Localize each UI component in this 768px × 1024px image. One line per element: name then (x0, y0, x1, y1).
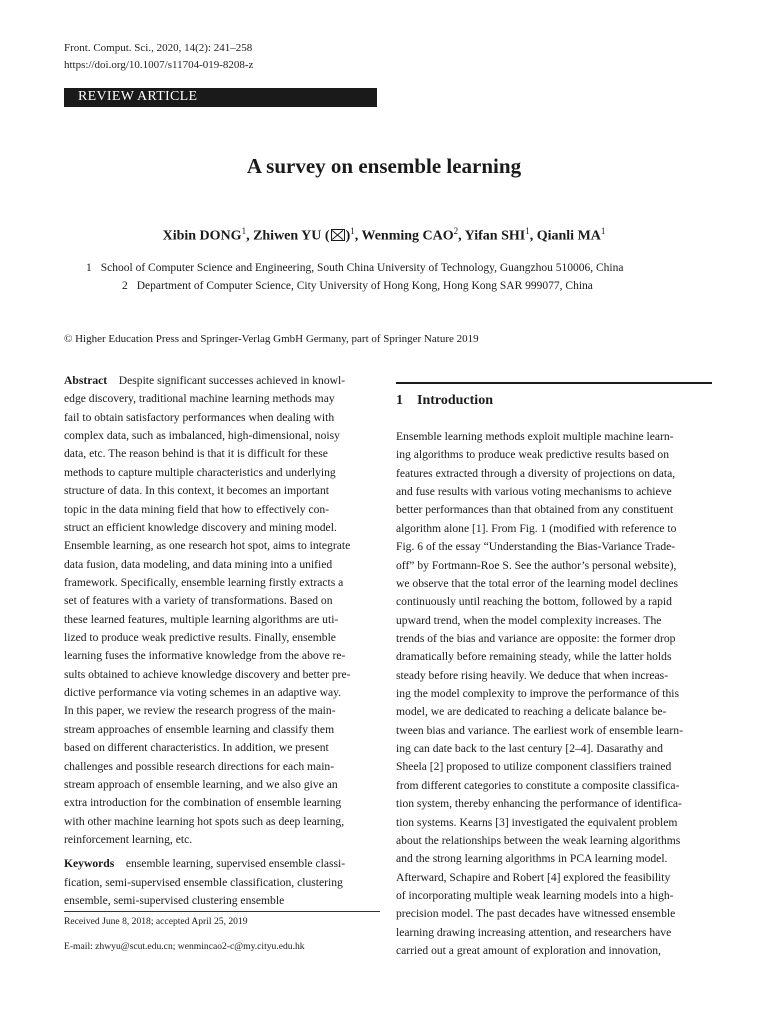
text-line: stream approaches of ensemble learning and classify them (64, 722, 335, 736)
text-line: and fuse results with various voting mechanisms to achieve (396, 485, 672, 499)
text-line: tion systems. Kearns [3] investigated the equivalent problem (396, 815, 678, 829)
keywords-line: ensemble, semi-supervised clustering ensemble (64, 894, 285, 908)
text-line: topic in the data mining field that how to effectively con- (64, 502, 330, 516)
text-line: tion system, thereby enhancing the performance of identifica- (396, 797, 682, 811)
abstract-first-line (64, 372, 380, 390)
text-line: features extracted through a diversity of projections on data, (396, 466, 676, 480)
text-line: tween bias and variance. The earliest work of ensemble learn- (396, 723, 683, 737)
text-line: methods to capture multiple characteristics and underlying (64, 465, 336, 479)
text-line: lized to produce weak predictive results. Finally, ensemble (64, 631, 336, 645)
text-line: off” by Fortmann-Roe S. See the author’s personal website), (396, 558, 677, 572)
abstract-line: Despite significant successes achieved in knowl- (118, 374, 346, 387)
footnote-separator (64, 911, 380, 912)
text-line: dramatically before remaining steady, while the latter holds (396, 650, 672, 664)
abstract-section (64, 372, 380, 910)
text-line: structure of data. In this context, it becomes an important (64, 484, 329, 498)
text-line: set of features with a variety of transformations. Based on (64, 594, 333, 608)
abstract-label: Abstract (64, 374, 108, 387)
text-line: model, we are dedicated to reaching a delicate balance be- (396, 705, 667, 719)
article-type-label: REVIEW ARTICLE (78, 89, 198, 104)
affiliation-marker: 2 (453, 226, 459, 236)
journal-citation: Front. Comput. Sci., 2020, 14(2): 241–258 (64, 42, 253, 54)
text-line: based on different characteristics. In addition, we present (64, 741, 329, 755)
text-line: continuously until reaching the bottom, followed by a rapid (396, 595, 672, 609)
section-number: 1 (396, 393, 403, 408)
text-line: Ensemble learning methods exploit multiple machine learn- (396, 430, 674, 443)
text-line: upward trend, when the model complexity increases. The (396, 613, 662, 627)
text-line: steady before rising heavily. We deduce that when increas- (396, 668, 669, 682)
text-line: ing the model complexity to improve the performance of this (396, 687, 680, 701)
text-line: Sheela [2] proposed to utilize component classifiers trained (396, 760, 672, 774)
text-line: Afterward, Schapire and Robert [4] explored the feasibility (396, 870, 671, 884)
contact-email[interactable]: E-mail: zhwyu@scut.edu.cn; wenmincao2-c@my.cityu.edu.hk (64, 941, 305, 952)
text-line: Fig. 6 of the essay “Understanding the Bias-Variance Trade- (396, 540, 676, 554)
text-line: better performances than that obtained from any constituent (396, 503, 674, 517)
text-line: ing can date back to the last century [2–4]. Dasarathy and (396, 742, 663, 756)
author-name: Wenming CAO (361, 228, 454, 244)
affiliation-1 (86, 262, 623, 274)
text-line: sults obtained to achieve knowledge discovery and better pre- (64, 667, 351, 681)
affiliation-number: 1 (86, 262, 92, 274)
affiliation-marker: 1 (350, 226, 355, 236)
text-line: data, etc. The reason behind is that it is difficult for these (64, 447, 328, 461)
text-line: learning drawing increasing attention, and researchers have (396, 925, 672, 939)
author-name-close: ) (345, 228, 351, 244)
author-name: Qianli MA (536, 228, 601, 244)
section-title: Introduction (417, 393, 493, 408)
author-list: Xibin DONG$^1$, Zhiwen YU ( )$^1$, Wenming CAO$^2$, Yifan SHI$^1$, Qianli $MA^1$ (162, 226, 606, 244)
text-line: with other machine learning hot spots such as deep learning, (64, 814, 345, 828)
received-date: Received June 8, 2018; accepted April 25, 2019 (64, 916, 248, 927)
section-rule (396, 382, 712, 384)
text-line: about the relationships between the weak learning algorithms (396, 833, 681, 847)
keywords-line: fication, semi-supervised ensemble classification, clustering (64, 875, 343, 889)
article-type-banner (64, 88, 377, 107)
affiliation-2 (122, 280, 593, 292)
text-line: reinforcement learning, etc. (64, 832, 193, 846)
affiliation-number: 2 (122, 280, 128, 292)
text-line: challenges and possible research directions for each main- (64, 759, 335, 773)
abstract-body (64, 390, 380, 849)
introduction-body (396, 428, 712, 960)
text-line: data fusion, data modeling, and data mining into a unified (64, 557, 333, 571)
text-line: Ensemble learning, as one research hot spot, aims to integrate (64, 539, 351, 553)
text-line: In this paper, we review the research progress of the main- (64, 704, 336, 718)
text-line: extra introduction for the combination of ensemble learning (64, 796, 342, 810)
text-line: ing algorithms to produce weak predictive results based on (396, 448, 670, 462)
author-name: Zhiwen YU ( (253, 228, 330, 244)
keywords-first-line (64, 855, 380, 873)
doi-link[interactable]: https://doi.org/10.1007/s11704-019-8208-z (64, 59, 254, 71)
section-heading (396, 393, 493, 409)
text-line: complex data, such as imbalanced, high-dimensional, noisy (64, 429, 340, 443)
affiliation-marker: 1 (525, 226, 530, 236)
text-line: learning fuses the informative knowledge from the above re- (64, 649, 346, 663)
affiliation-text: School of Computer Science and Engineering, South China University of Technology, Guangzhou 510006, China (100, 262, 624, 274)
text-line: algorithm alone [1]. From Fig. 1 (modified with reference to (396, 521, 677, 535)
author-name: Yifan SHI (464, 228, 526, 244)
text-line: dictive performance via voting schemes in an adaptive way. (64, 686, 342, 700)
text-line: of incorporating multiple weak learning models into a high- (396, 888, 674, 902)
text-line: fail to obtain satisfactory performances when dealing with (64, 410, 335, 424)
author-name: Xibin DONG (162, 228, 242, 244)
text-line: precision model. The past decades have witnessed ensemble (396, 907, 676, 921)
affiliation-marker: 1 (241, 226, 247, 236)
text-line: trends of the bias and variance are opposite: the former drop (396, 631, 676, 645)
text-line: edge discovery, traditional machine learning methods may (64, 392, 335, 406)
affiliation-marker: 1 (600, 226, 606, 236)
text-line: from different categories to constitute a composite classifica- (396, 778, 680, 792)
paper-title: A survey on ensemble learning (246, 154, 522, 178)
text-line: these learned features, multiple learning algorithms are uti- (64, 612, 339, 626)
keywords-label: Keywords (64, 857, 115, 871)
text-line: stream approach of ensemble learning, and we also give an (64, 777, 338, 791)
affiliation-text: Department of Computer Science, City University of Hong Kong, Hong Kong SAR 999077, China (136, 280, 593, 292)
envelope-icon (331, 229, 345, 241)
text-line: and the strong learning algorithms in PCA learning model. (396, 852, 668, 866)
text-line: framework. Specifically, ensemble learning firstly extracts a (64, 575, 344, 589)
text-line: struct an efficient knowledge discovery and mining model. (64, 520, 337, 534)
journal-header (64, 40, 253, 74)
text-line: carried out a great amount of exploration and innovation, (396, 944, 661, 958)
text-line: we observe that the total error of the learning model declines (396, 576, 679, 590)
keywords-line: ensemble learning, supervised ensemble classi- (125, 857, 346, 871)
copyright-notice: © Higher Education Press and Springer-Verlag GmbH Germany, part of Springer Nature 2019 (64, 333, 479, 345)
